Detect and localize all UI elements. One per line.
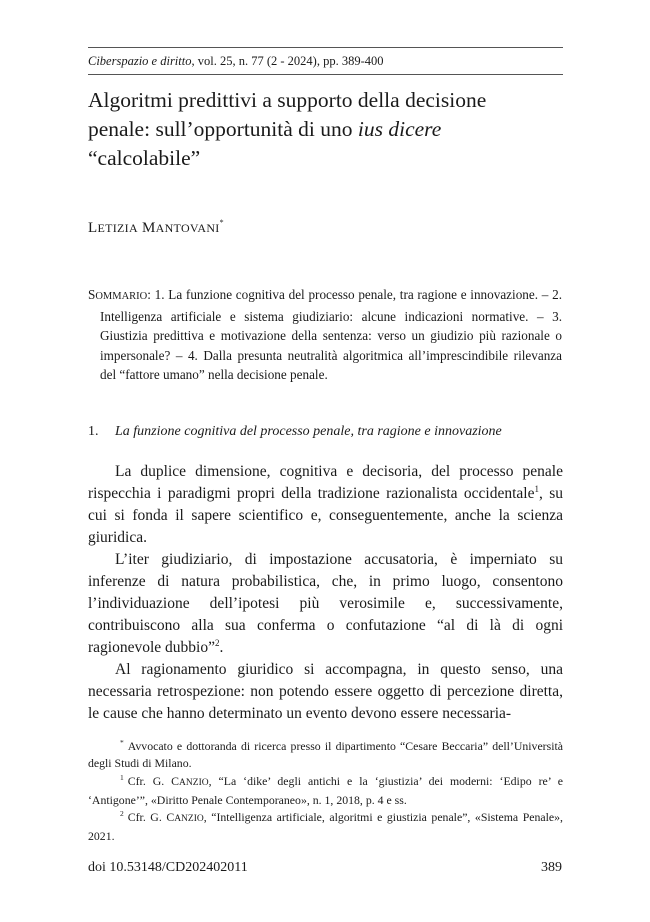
footnote-1-post: , “La ‘dike’ degli antichi e la ‘giustizia’ dei moderni: ‘Edipo re’ e ‘Antigone’”, «Diritto Penale Contemporaneo», n. 1, 2018, p. 4 e ss. <box>88 773 564 807</box>
paragraph-3: Al ragionamento giuridico si accompagna, in questo senso, una necessaria retrospezione: non potendo essere oggetto di percezione diretta, le cause che hanno determinato un evento devono essere necessaria- <box>88 661 563 722</box>
paragraph-1-text-b: , su cui si fonda il sapere scientifico e, conseguentemente, anche la scienza giuridica. <box>88 485 563 546</box>
paragraph-2-text-b: . <box>219 639 224 656</box>
paragraph-1 <box>88 461 563 549</box>
footnote-1-pre: Cfr. G. <box>127 773 172 788</box>
title-line-3: “calcolabile” <box>88 146 201 170</box>
footnote-1 <box>88 773 563 810</box>
summary-text: : 1. La funzione cognitiva del processo penale, tra ragione e innovazione. – 2. Intelligenza artificiale e sistema giudiziario: alcune indicazioni normative. – 3. Giustizia predittiva e motivazione della sentenza: verso un giudizio più razionale o impersonale? – 4. Dalla presunta neutralità algoritmica all’imprescindibile rilevanza del “fattore umano” nella decisione penale. <box>100 287 562 382</box>
body-text <box>88 461 563 725</box>
author-last-rest: ANTOVANI <box>155 221 220 235</box>
footnote-2-mark: 2 <box>120 809 124 819</box>
footnote-1-mark: 1 <box>120 772 124 782</box>
article-title <box>88 86 568 173</box>
author-name <box>88 218 224 237</box>
footnote-star <box>88 738 563 773</box>
footnote-2-author-initial: C <box>166 810 175 825</box>
author-note-mark: * <box>219 218 224 227</box>
journal-details: , vol. 25, n. 77 (2 - 2024), pp. 389-400 <box>191 54 384 68</box>
footnote-1-author-rest: ANZIO <box>179 777 209 788</box>
author-last-initial: M <box>141 220 156 236</box>
footnote-ref-2: 2 <box>214 638 220 648</box>
footnote-2 <box>88 809 563 846</box>
paragraph-2 <box>88 549 563 659</box>
journal-name: Ciberspazio e diritto <box>88 54 192 68</box>
footnote-1-author-initial: C <box>171 773 180 788</box>
footnote-star-text: Avvocato e dottoranda di ricerca presso il dipartimento “Cesare Beccaria” dell’Università degli Studi di Milano. <box>88 739 563 771</box>
section-number: 1. <box>88 424 99 439</box>
author-first-initial: L <box>88 220 98 236</box>
paragraph-2-text-a: L’iter giudiziario, di impostazione accusatoria, è imperniato su inferenze di natura probabilistica, che, in primo luogo, consentono l’individuazione dell’ipotesi più verosimile e, successivamente, contribuiscono alla sua conferma o confutazione “al di là di ogni ragionevole dubbio” <box>88 551 563 656</box>
section-title: La funzione cognitiva del processo penale, tra ragione e innovazione <box>115 424 502 439</box>
title-line-2 <box>88 115 568 144</box>
title-line-2-text: penale: sull’opportunità di uno <box>88 117 358 141</box>
doi: doi 10.53148/CD202402011 <box>88 860 248 875</box>
section-heading <box>88 424 502 440</box>
author-first-rest: ETIZIA <box>97 221 138 235</box>
journal-citation <box>88 54 383 69</box>
footnote-2-author-rest: ANZIO <box>174 814 204 825</box>
header-rule-top <box>88 47 563 48</box>
title-line-1: Algoritmi predittivi a supporto della decisione <box>88 88 487 112</box>
summary-label-initial: S <box>88 287 96 302</box>
paragraph-1-text-a: La duplice dimensione, cognitiva e decisoria, del processo penale rispecchia i paradigmi propri della tradizione razionalista occidentale <box>88 463 563 502</box>
footnote-ref-1: 1 <box>534 484 539 494</box>
footnote-2-post: , “Intelligenza artificiale, algoritmi e giustizia penale”, «Sistema Penale», 2021. <box>88 810 563 844</box>
summary <box>88 285 562 385</box>
page-number: 389 <box>541 860 562 875</box>
footnotes <box>88 738 563 846</box>
footnote-star-mark: * <box>120 738 124 747</box>
summary-label-rest: OMMARIO <box>95 291 148 302</box>
header-rule-bottom <box>88 74 563 75</box>
footnote-2-pre: Cfr. G. <box>127 810 167 825</box>
title-line-2-italic: ius dicere <box>357 117 442 141</box>
